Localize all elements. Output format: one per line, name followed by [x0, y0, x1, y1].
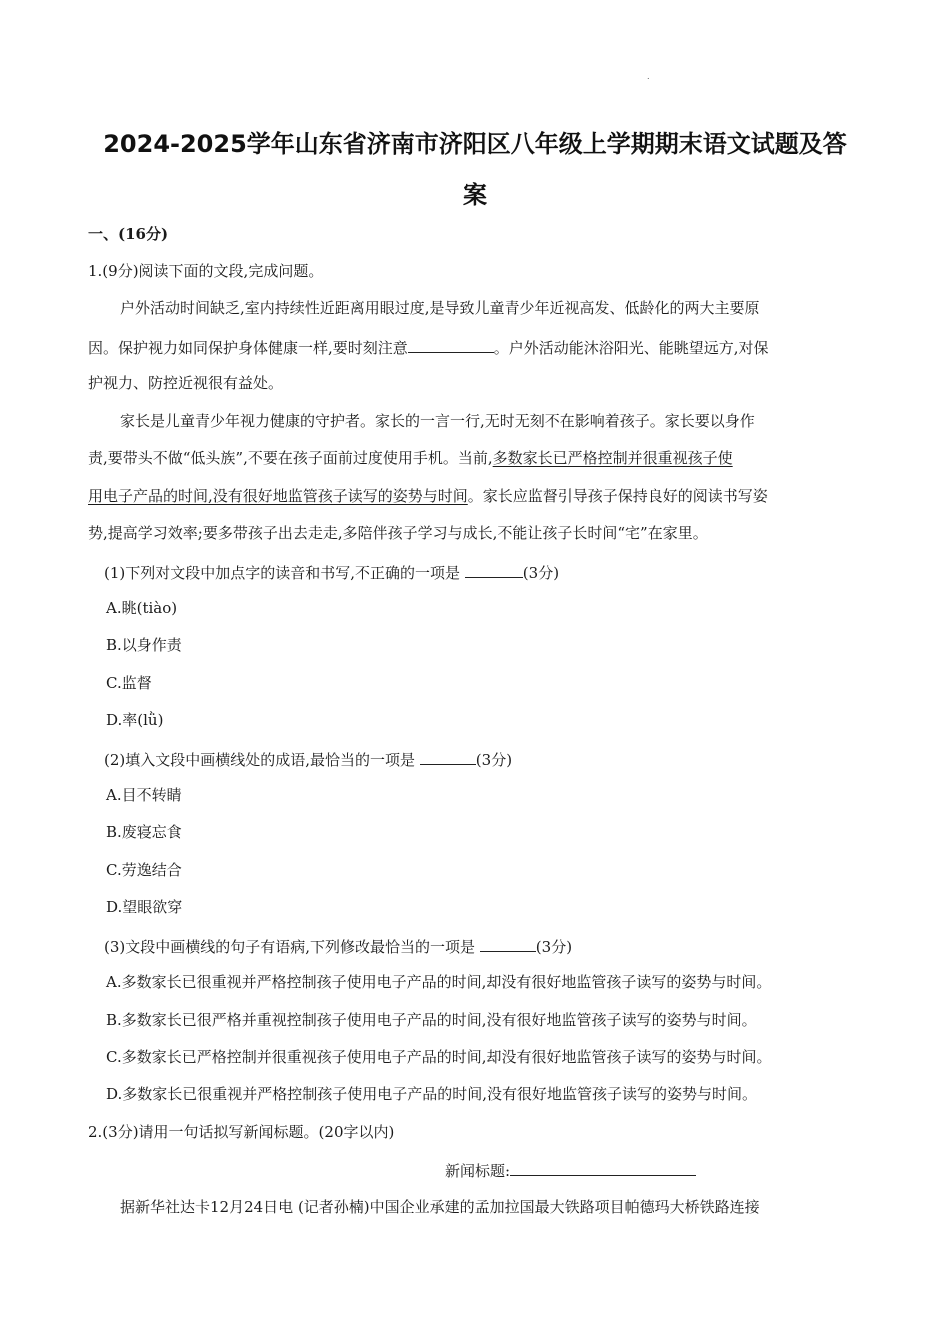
- subquestion-2-option-d: D.望眼欲穿: [106, 898, 183, 916]
- subquestion-1-option-c: C.监督: [106, 674, 152, 692]
- answer-blank-1[interactable]: [465, 561, 523, 578]
- subquestion-2-option-a: A.目不转睛: [106, 786, 182, 804]
- subquestion-3-option-d: D.多数家长已很重视并严格控制孩子使用电子产品的时间,没有很好地监管孩子读写的姿势与时间。: [106, 1085, 758, 1103]
- page-title-line1: 2024-2025学年山东省济南市济阳区八年级上学期期末语文试题及答: [103, 130, 847, 158]
- answer-blank-2[interactable]: [420, 748, 476, 765]
- subquestion-1-text: (1)下列对文段中加点字的读音和书写,不正确的一项是: [104, 564, 465, 582]
- subquestion-3-stem: [104, 935, 572, 957]
- subquestion-2-text: (2)填入文段中画横线处的成语,最恰当的一项是: [104, 751, 420, 769]
- subquestion-3-option-a: A.多数家长已很重视并严格控制孩子使用电子产品的时间,却没有很好地监管孩子读写的姿势与时间。: [106, 973, 772, 991]
- passage-p1-line3: 护视力、防控近视很有益处。: [88, 374, 284, 392]
- question-2-intro: 2.(3分)请用一句话拟写新闻标题。(20字以内): [88, 1123, 395, 1141]
- header-mark: .: [647, 72, 650, 81]
- subquestion-3-score: (3分): [535, 938, 573, 956]
- passage-p2-line2: [88, 448, 733, 468]
- passage-p1-line2-before: 因。保护视力如同保护身体健康一样,要时刻注意: [88, 339, 408, 357]
- headline-answer-blank[interactable]: [510, 1159, 696, 1176]
- answer-blank-3[interactable]: [480, 935, 536, 952]
- headline-row: [445, 1159, 696, 1181]
- section-heading: 一、(16分): [88, 225, 169, 243]
- passage-p2-line4: 势,提高学习效率;要多带孩子出去走走,多陪伴孩子学习与成长,不能让孩子长时间“宅”在家里。: [88, 524, 708, 542]
- subquestion-2-score: (3分): [475, 751, 513, 769]
- headline-label: 新闻标题:: [445, 1162, 511, 1180]
- news-body-line1: 据新华社达卡12月24日电 (记者孙楠)中国企业承建的孟加拉国最大铁路项目帕德玛大桥铁路连接: [120, 1198, 760, 1216]
- subquestion-2-option-c: C.劳逸结合: [106, 861, 182, 879]
- subquestion-1-score: (3分): [522, 564, 560, 582]
- subquestion-2-option-b: B.废寝忘食: [106, 823, 182, 841]
- subquestion-3-text: (3)文段中画横线的句子有语病,下列修改最恰当的一项是: [104, 938, 480, 956]
- subquestion-1-option-a: A.眺(tiào): [106, 599, 178, 617]
- page-title-line2: 案: [463, 181, 487, 209]
- subquestion-1-option-b: B.以身作责: [106, 636, 182, 654]
- subquestion-2-stem: [104, 748, 512, 770]
- passage-p1-line2-after: 。户外活动能沐浴阳光、能眺望远方,对保: [493, 339, 769, 357]
- passage-blank[interactable]: [408, 336, 494, 353]
- passage-p1-line2: [88, 336, 769, 358]
- underlined-sentence-part2: 用电子产品的时间,没有很好地监管孩子读写的姿势与时间: [88, 487, 468, 505]
- underlined-sentence-part1: 多数家长已严格控制并很重视孩子使: [492, 449, 733, 467]
- question-1-intro: 1.(9分)阅读下面的文段,完成问题。: [88, 262, 324, 280]
- passage-p2-line1: 家长是儿童青少年视力健康的守护者。家长的一言一行,无时无刻不在影响着孩子。家长要以身作: [120, 412, 755, 430]
- subquestion-3-option-c: C.多数家长已严格控制并很重视孩子使用电子产品的时间,却没有很好地监管孩子读写的姿势与时间。: [106, 1048, 772, 1066]
- subquestion-1-stem: [104, 561, 559, 583]
- passage-p1-line1: 户外活动时间缺乏,室内持续性近距离用眼过度,是导致儿童青少年近视高发、低龄化的两大主要原: [120, 299, 760, 317]
- passage-p2-line2-before: 责,要带头不做“低头族”,不要在孩子面前过度使用手机。当前,: [88, 449, 493, 467]
- passage-p2-line3: [88, 486, 768, 506]
- subquestion-3-option-b: B.多数家长已很严格并重视控制孩子使用电子产品的时间,没有很好地监管孩子读写的姿势与时间。: [106, 1011, 757, 1029]
- passage-p2-line3-after: 。家长应监督引导孩子保持良好的阅读书写姿: [467, 487, 768, 505]
- subquestion-1-option-d: D.率(lǜ): [106, 711, 164, 729]
